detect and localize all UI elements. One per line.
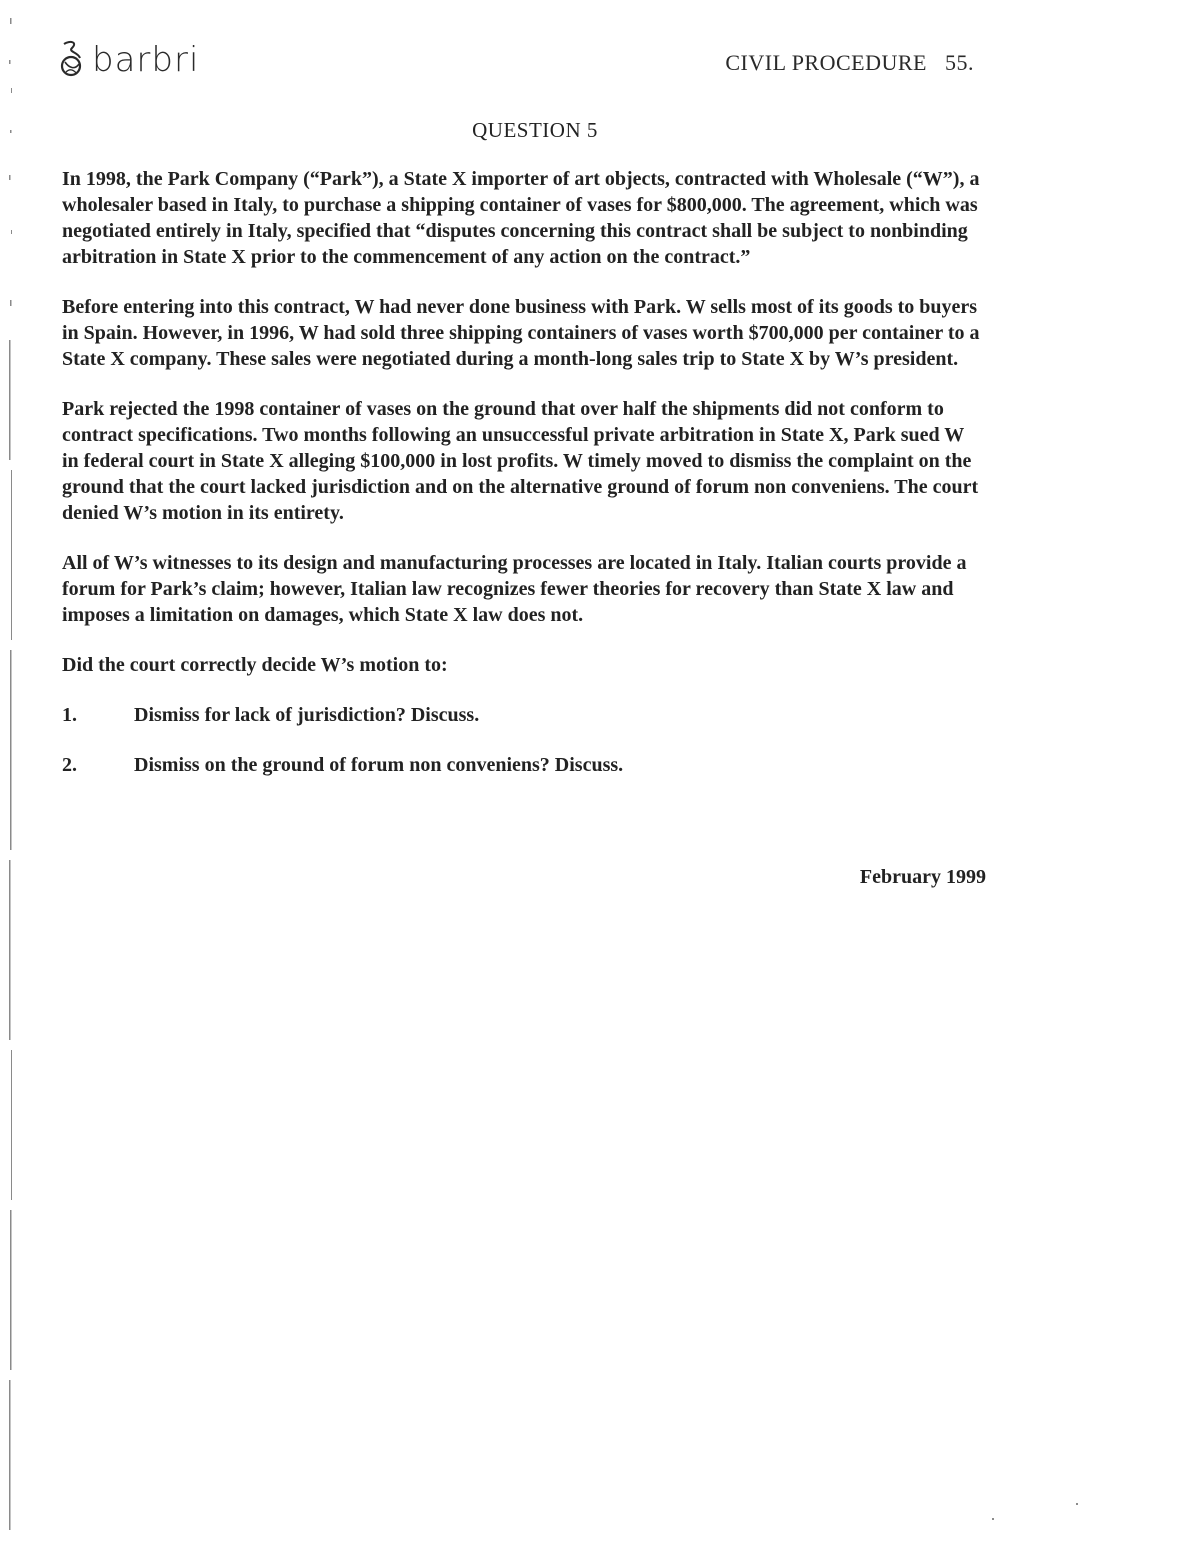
list-item <box>62 752 980 778</box>
running-head: CIVIL PROCEDURE 55. <box>725 50 974 75</box>
logo-text: barbri <box>92 40 200 80</box>
paragraph: In 1998, the Park Company (“Park”), a State X importer of art objects, contracted with Wholesale (“W”), a wholesaler based in Italy, to purchase a shipping container of vases for $800,000. The agreement, which was negotiated entirely in Italy, specified that “disputes concerning this contract shall be subject to nonbinding arbitration in State X prior to the commencement of any action on the contract.” <box>62 168 980 268</box>
question-title: QUESTION 5 <box>472 118 598 142</box>
list-item-number: 2. <box>62 754 77 776</box>
barbri-logo-icon <box>56 40 86 80</box>
list-item-number: 1. <box>62 704 77 726</box>
scan-speck <box>992 1518 994 1520</box>
barbri-logo <box>56 38 199 82</box>
list-item-text: Dismiss for lack of jurisdiction? Discuss. <box>134 704 480 726</box>
list-item <box>62 702 980 728</box>
paragraph: Park rejected the 1998 container of vases on the ground that over half the shipments did not conform to contract specifications. Two months following an unsuccessful private arbitration in State X, Park sued W in federal court in State X alleging $100,000 in lost profits. W timely moved to dismiss the complaint on the ground that the court lacked jurisdiction and on the alternative ground of forum non conveniens. The court denied W’s motion in its entirety. <box>62 398 979 524</box>
scan-edge-artifact <box>6 0 16 1553</box>
paragraph: Did the court correctly decide W’s motion to: <box>62 654 448 676</box>
paragraph: Before entering into this contract, W had never done business with Park. W sells most of its goods to buyers in Spain. However, in 1996, W had sold three shipping containers of vases worth $700,000 per container to a State X company. These sales were negotiated during a month-long sales trip to State X by W’s president. <box>62 296 980 370</box>
list-item-text: Dismiss on the ground of forum non conveniens? Discuss. <box>134 754 624 776</box>
paragraph: All of W’s witnesses to its design and manufacturing processes are located in Italy. Italian courts provide a forum for Park’s claim; however, Italian law recognizes fewer theories for recovery than State X law and imposes a limitation on damages, which State X law does not. <box>62 552 967 626</box>
question-list <box>62 702 980 778</box>
scan-speck <box>1076 1503 1078 1505</box>
exam-date: February 1999 <box>859 866 986 888</box>
question-body <box>62 166 980 802</box>
